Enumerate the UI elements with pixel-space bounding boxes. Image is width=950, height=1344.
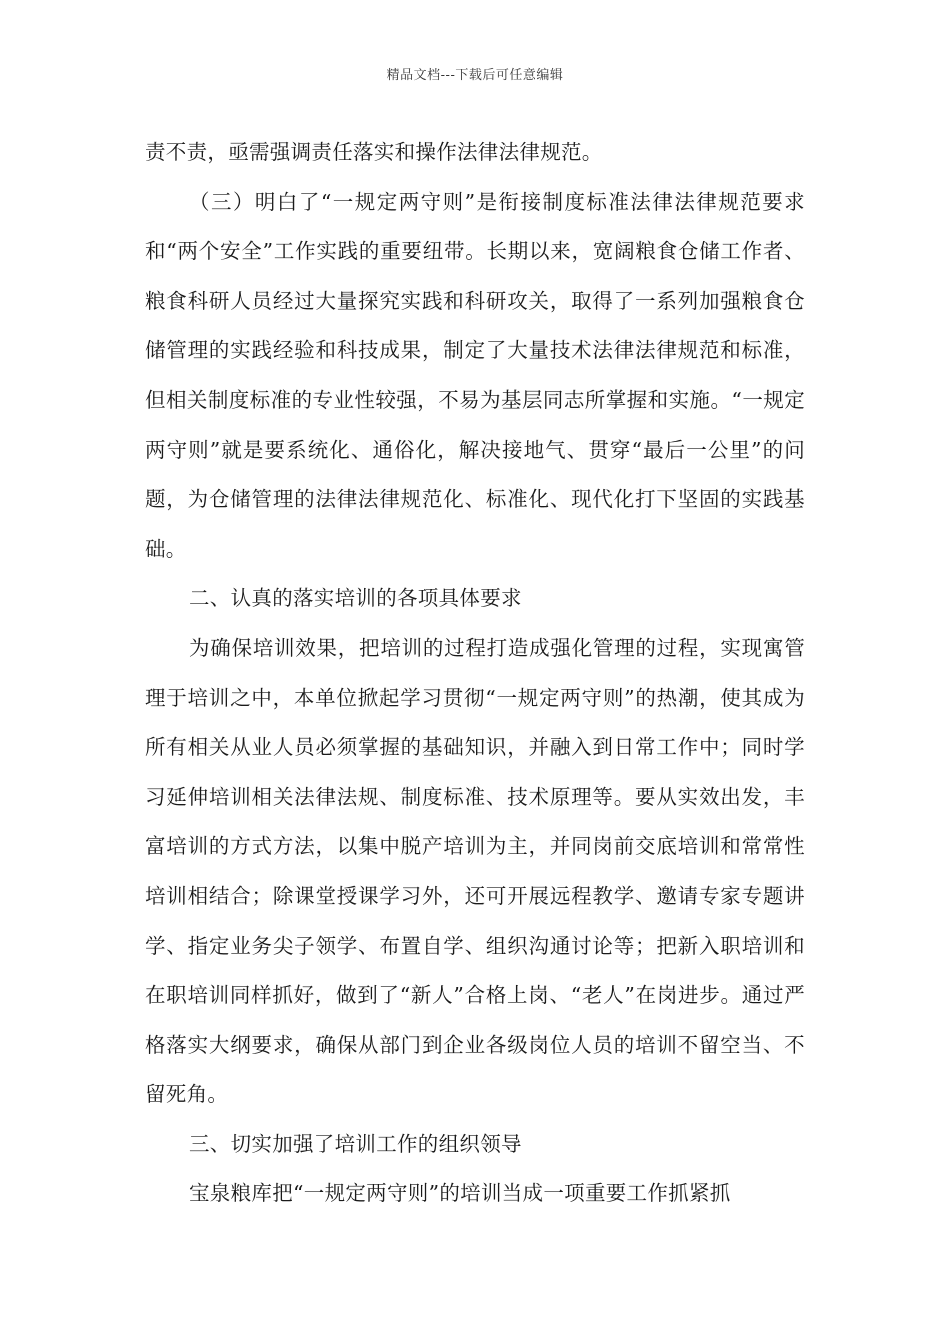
paragraph-baoquan: 宝泉粮库把“一规定两守则”的培训当成一项重要工作抓紧抓 (189, 1181, 731, 1206)
page-header: 精品文档---下载后可任意编辑 (386, 68, 564, 83)
heading-section-three: 三、切实加强了培训工作的组织领导 (189, 1131, 522, 1156)
paragraph-section-three: （三）明白了“一规定两守则”是衔接制度标准法律法律规范要求和“两个安全”工作实践的重要纽带。长期以来，宽阔粮食仓储工作者、粮食科研人员经过大量探究实践和科研攻关，取得了一系列加强粮食仓储管理的实践经验和科技成果，制定了大量技术法律法律规范和标准，但相关制度标准的专业性较强，不易为基层同志所掌握和实施。“一规定两守则”就是要系统化、通俗化，解决接地气、贯穿“最后一公里”的问题，为仓储管理的法律法律规范化、标准化、现代化打下坚固的实践基础。 (145, 189, 805, 561)
paragraph-training-requirements: 为确保培训效果，把培训的过程打造成强化管理的过程，实现寓管理于培训之中，本单位掀起学习贯彻“一规定两守则”的热潮，使其成为所有相关从业人员必须掌握的基础知识，并融入到日常工作中；同时学习延伸培训相关法律法规、制度标准、技术原理等。要从实效出发，丰富培训的方式方法，以集中脱产培训为主，并同岗前交底培训和常常性培训相结合；除课堂授课学习外，还可开展远程教学、邀请专家专题讲学、指定业务尖子领学、布置自学、组织沟通讨论等；把新入职培训和在职培训同样抓好，做到了“新人”合格上岗、“老人”在岗进步。通过严格落实大纲要求，确保从部门到企业各级岗位人员的培训不留空当、不留死角。 (145, 635, 805, 1107)
paragraph-continuation: 责不责，亟需强调责任落实和操作法律法律规范。 (145, 140, 603, 164)
heading-section-two: 二、认真的落实培训的各项具体要求 (189, 586, 522, 611)
document-body (145, 128, 805, 1219)
